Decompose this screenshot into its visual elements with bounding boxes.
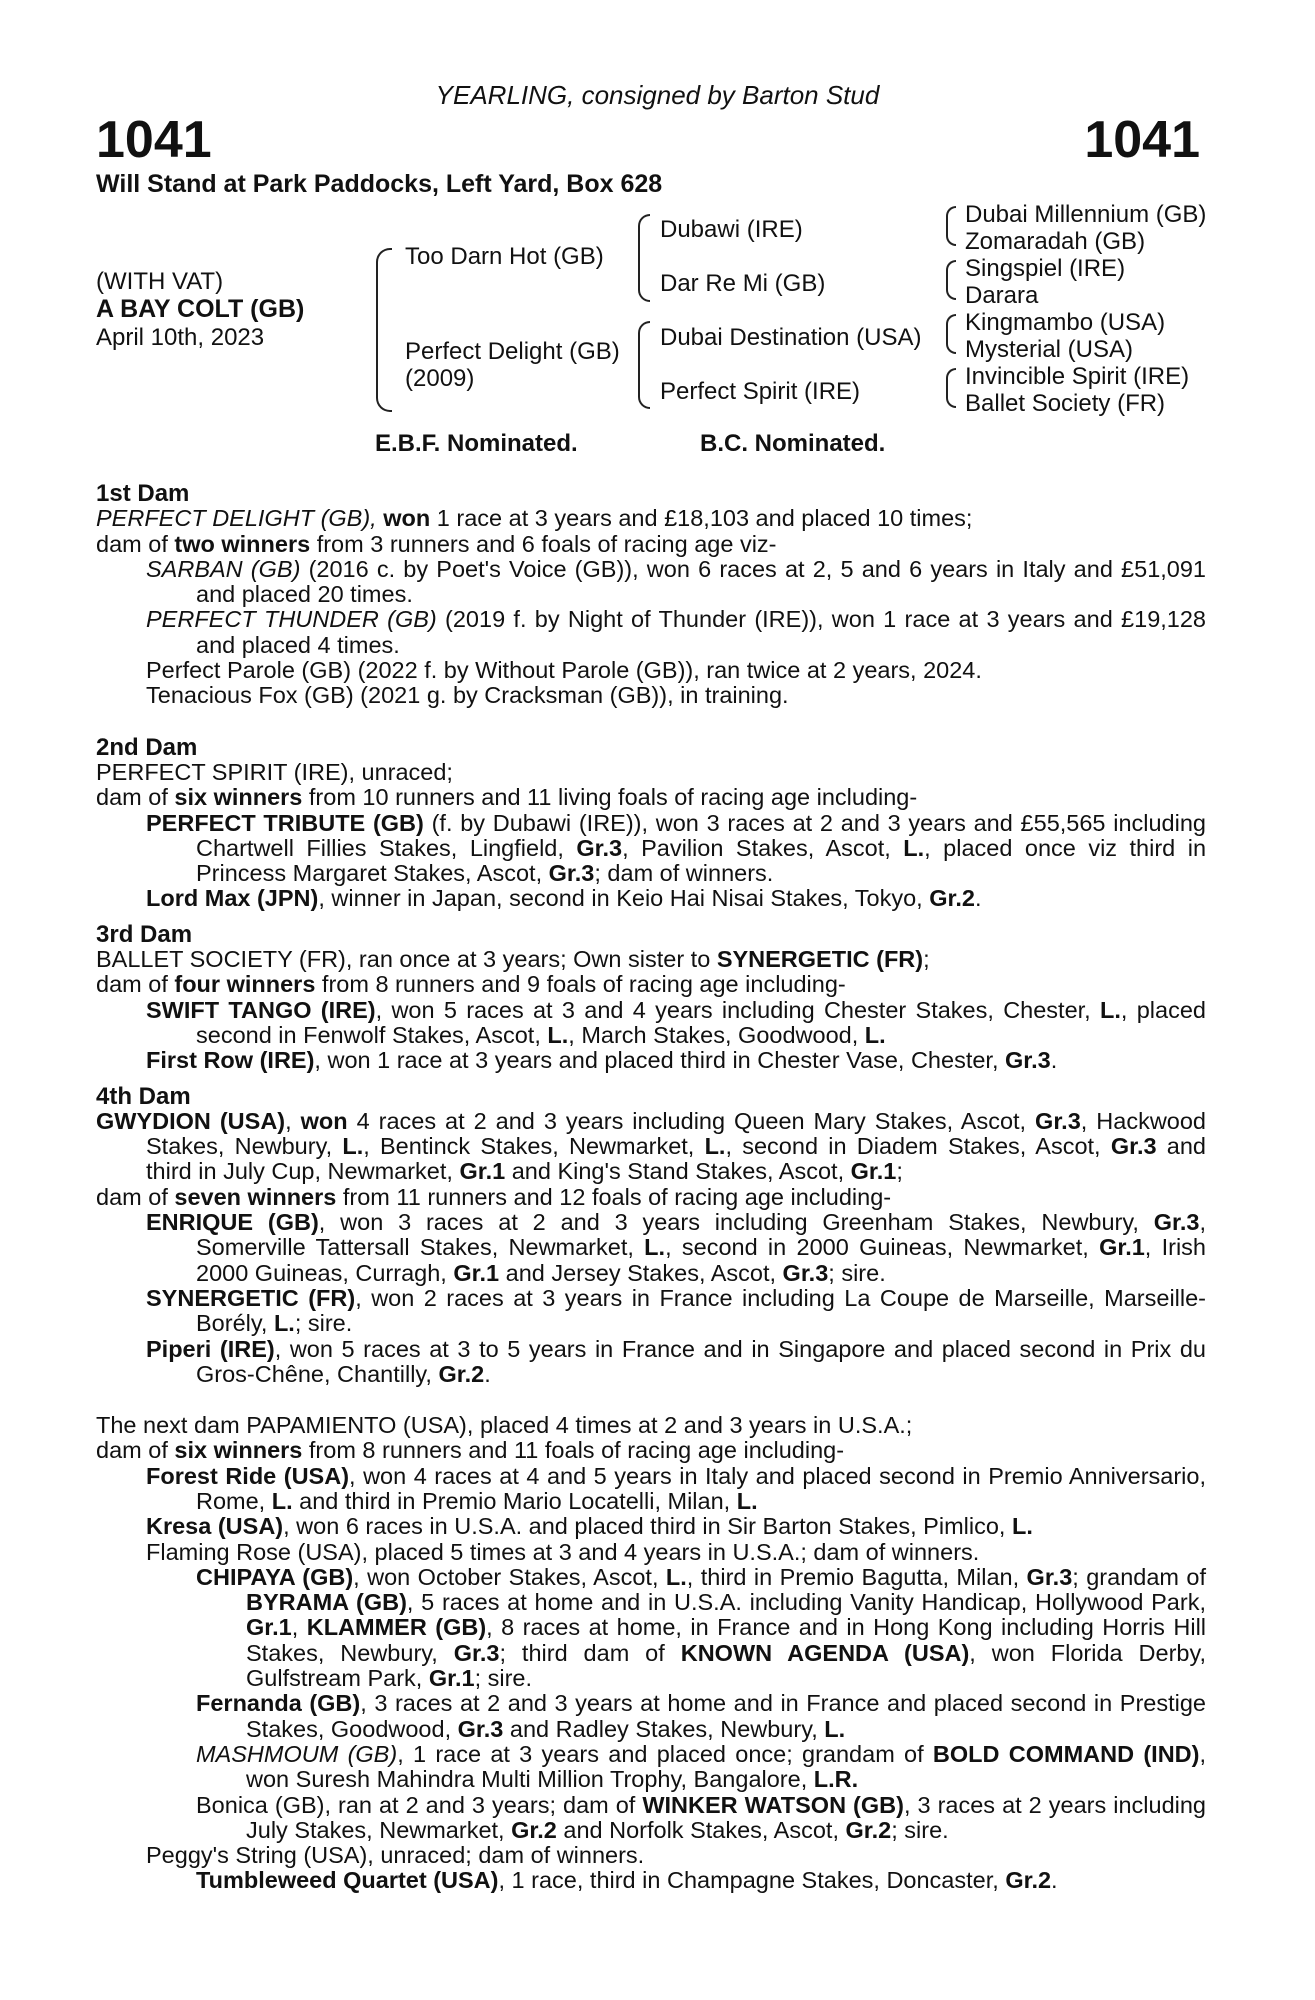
granddam-1: Zomaradah (GB): [965, 228, 1146, 255]
sire: Too Darn Hot (GB): [405, 243, 604, 270]
second-dam-heading: 2nd Dam: [96, 733, 198, 761]
produce-entry: Peggy's String (USA), unraced; dam of winners.: [146, 1842, 645, 1869]
subject-bracket: [376, 248, 392, 412]
grandsire-2: Singspiel (IRE): [965, 255, 1126, 282]
produce-entry: Forest Ride (USA), won 4 races at 4 and 5 years in Italy and placed second in Premio Anniversario, Rome, L. and third in Premio Mario Locatelli, Milan, L.: [146, 1462, 1207, 1514]
first-dam-produce-summary: dam of two winners from 3 runners and 6 foals of racing age viz-: [96, 530, 777, 557]
fourth-dam-heading: 4th Dam: [96, 1082, 191, 1110]
grand-produce-entry: Fernanda (GB), 3 races at 2 and 3 years at home and in France and placed second in Prestige Stakes, Goodwood, Gr.3 and Radley Stakes, Newbury, L.: [196, 1690, 1206, 1742]
produce-entry: SARBAN (GB) (2016 c. by Poet's Voice (GB)), won 6 races at 2, 5 and 6 years in Italy and £51,091 and placed 20 times.: [146, 555, 1206, 608]
sire-sire: Dubawi (IRE): [660, 216, 803, 243]
lot-number-right: 1041: [1084, 111, 1200, 169]
dam-sire: Dubai Destination (USA): [660, 324, 922, 351]
produce-entry: Kresa (USA), won 6 races in U.S.A. and placed third in Sir Barton Stakes, Pimlico, L.: [146, 1513, 1033, 1540]
granddam-4: Ballet Society (FR): [965, 390, 1166, 417]
sire-bracket: [638, 214, 650, 302]
sire-dam: Dar Re Mi (GB): [660, 270, 826, 297]
bc-nomination: B.C. Nominated.: [700, 430, 886, 457]
produce-entry: SWIFT TANGO (IRE), won 5 races at 3 and 4 years including Chester Stakes, Chester, L., placed second in Fenwolf Stakes, Ascot, L., March Stakes, Goodwood, L.: [146, 996, 1206, 1048]
g-bracket-2: [946, 260, 956, 300]
produce-entry: ENRIQUE (GB), won 3 races at 2 and 3 years including Greenham Stakes, Newbury, Gr.3, Somerville Tattersall Stakes, Newmarket, L., second in 2000 Guineas, Newmarket, Gr.1, Irish 2000 Guineas, Curragh, Gr.1 and Jersey Stakes, Ascot, Gr.3; sire.: [146, 1209, 1207, 1286]
grandsire-1: Dubai Millennium (GB): [965, 201, 1207, 228]
produce-entry: First Row (IRE), won 1 race at 3 years and placed third in Chester Vase, Chester, Gr.3.: [146, 1047, 1058, 1074]
foaling-date: April 10th, 2023: [96, 324, 265, 351]
grand-produce-entry: Tumbleweed Quartet (USA), 1 race, third in Champagne Stakes, Doncaster, Gr.2.: [196, 1867, 1058, 1894]
third-dam-heading: 3rd Dam: [96, 920, 193, 948]
g-bracket-1: [946, 206, 956, 246]
grandsire-3: Kingmambo (USA): [965, 309, 1166, 336]
dam: Perfect Delight (GB): [405, 338, 620, 365]
produce-entry: SYNERGETIC (FR), won 2 races at 3 years in France including La Coupe de Marseille, Marseille-Borély, L.; sire.: [146, 1284, 1207, 1337]
fourth-dam-record: GWYDION (USA), won 4 races at 2 and 3 years including Queen Mary Stakes, Ascot, Gr.3, Hackwood Stakes, Newbury, L., Bentinck Stakes, Newmarket, L., second in Diadem Stakes, Ascot, Gr.3 and third in July Cup, Newmarket, Gr.1 and King's Stand Stakes, Ascot, Gr.1;: [96, 1107, 1206, 1185]
vat-note: (WITH VAT): [96, 268, 224, 295]
ebf-nomination: E.B.F. Nominated.: [375, 430, 578, 457]
dam-year: (2009): [405, 365, 475, 392]
produce-entry: Flaming Rose (USA), placed 5 times at 3 and 4 years in U.S.A.; dam of winners.: [146, 1538, 980, 1565]
grand-produce-entry: CHIPAYA (GB), won October Stakes, Ascot, L., third in Premio Bagutta, Milan, Gr.3; grandam of BYRAMA (GB), 5 races at home and in U.S.A. including Vanity Handicap, Hollywood Park, Gr.1, KLAMMER (GB), 8 races at home, in France and in Hong Kong including Horris Hill Stakes, Newbury, Gr.3; third dam of KNOWN AGENDA (USA), won Florida Derby, Gulfstream Park, Gr.1; sire.: [196, 1563, 1207, 1692]
grandsire-4: Invincible Spirit (IRE): [965, 363, 1190, 390]
consignment-line: YEARLING, consigned by Barton Stud: [435, 80, 880, 110]
second-dam-produce-summary: dam of six winners from 10 runners and 11 living foals of racing age including-: [96, 784, 918, 811]
lot-number-left: 1041: [96, 111, 212, 169]
produce-entry: Tenacious Fox (GB) (2021 g. by Cracksman (GB)), in training.: [146, 682, 789, 709]
g-bracket-3: [946, 314, 956, 354]
produce-entry: PERFECT THUNDER (GB) (2019 f. by Night of Thunder (IRE)), won 1 race at 3 years and £19,128 and placed 4 times.: [146, 606, 1206, 658]
second-dam-record: PERFECT SPIRIT (IRE), unraced;: [96, 758, 453, 785]
subject-name: A BAY COLT (GB): [96, 295, 305, 323]
first-dam-heading: 1st Dam: [96, 480, 190, 507]
third-dam-record: BALLET SOCIETY (FR), ran once at 3 years; Own sister to SYNERGETIC (FR);: [96, 946, 930, 973]
third-dam-produce-summary: dam of four winners from 8 runners and 9 foals of racing age including-: [96, 971, 846, 998]
produce-entry: Perfect Parole (GB) (2022 f. by Without Parole (GB)), ran twice at 2 years, 2024.: [146, 657, 982, 684]
next-dam-record: The next dam PAPAMIENTO (USA), placed 4 times at 2 and 3 years in U.S.A.;: [96, 1412, 913, 1439]
produce-entry: Lord Max (JPN), winner in Japan, second in Keio Hai Nisai Stakes, Tokyo, Gr.2.: [146, 885, 982, 912]
grand-produce-entry: MASHMOUM (GB), 1 race at 3 years and placed once; grandam of BOLD COMMAND (IND), won Suresh Mahindra Multi Million Trophy, Bangalore, L.R.: [196, 1740, 1207, 1793]
dam-bracket: [638, 321, 650, 409]
catalogue-body: [96, 481, 1206, 1894]
grand-produce-entry: Bonica (GB), ran at 2 and 3 years; dam of WINKER WATSON (GB), 3 races at 2 years including July Stakes, Newmarket, Gr.2 and Norfolk Stakes, Ascot, Gr.2; sire.: [196, 1791, 1207, 1843]
granddam-2: Darara: [965, 282, 1039, 309]
dam-dam: Perfect Spirit (IRE): [660, 378, 861, 405]
next-dam-produce-summary: dam of six winners from 8 runners and 11 foals of racing age including-: [96, 1437, 845, 1464]
fourth-dam-produce-summary: dam of seven winners from 11 runners and 12 foals of racing age including-: [96, 1183, 892, 1210]
granddam-3: Mysterial (USA): [965, 336, 1134, 363]
g-bracket-4: [946, 368, 956, 408]
stall-location: Will Stand at Park Paddocks, Left Yard, Box 628: [96, 170, 663, 198]
produce-entry: Piperi (IRE), won 5 races at 3 to 5 years in France and in Singapore and placed second in Prix du Gros-Chêne, Chantilly, Gr.2.: [146, 1335, 1206, 1387]
produce-entry: PERFECT TRIBUTE (GB) (f. by Dubawi (IRE)), won 3 races at 2 and 3 years and £55,565 including Chartwell Fillies Stakes, Lingfield, Gr.3, Pavilion Stakes, Ascot, L., placed once viz third in Princess Margaret Stakes, Ascot, Gr.3; dam of winners.: [146, 809, 1207, 887]
first-dam-record: PERFECT DELIGHT (GB), won 1 race at 3 years and £18,103 and placed 10 times;: [96, 505, 973, 532]
